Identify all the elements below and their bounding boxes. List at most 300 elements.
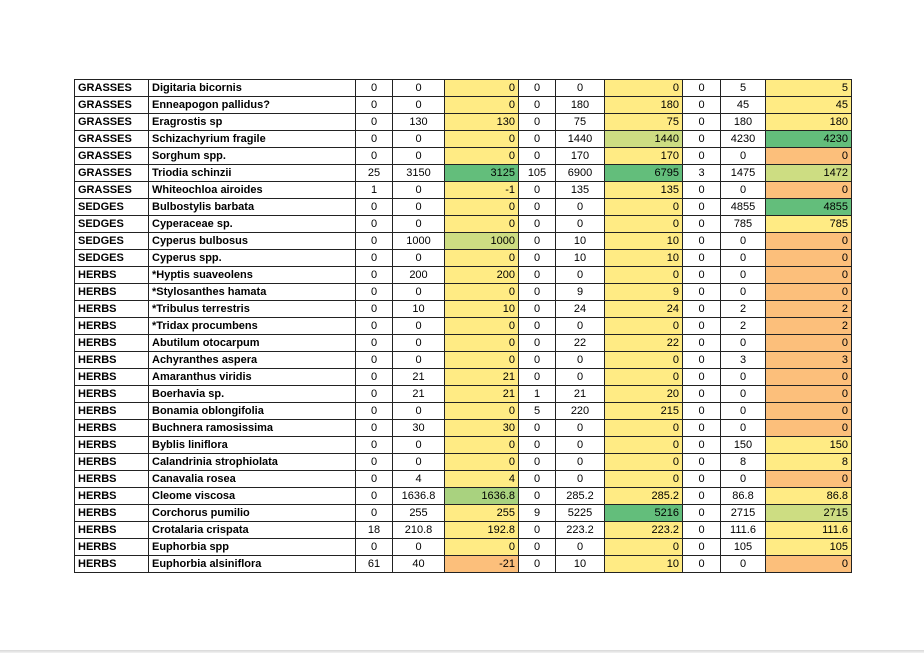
value-cell-8: 180 <box>721 114 766 131</box>
value-cell-8: 4230 <box>721 131 766 148</box>
value-cell-7: 0 <box>683 284 721 301</box>
value-cell-2: 255 <box>393 505 445 522</box>
value-cell-5: 0 <box>556 420 605 437</box>
value-cell-4: 0 <box>519 114 556 131</box>
value-cell-4: 0 <box>519 437 556 454</box>
value-cell-6: 285.2 <box>605 488 683 505</box>
species-cell: *Tribulus terrestris <box>149 301 356 318</box>
value-cell-7: 0 <box>683 97 721 114</box>
table-row <box>75 471 852 488</box>
group-cell: HERBS <box>75 471 149 488</box>
value-cell-5: 0 <box>556 80 605 97</box>
value-cell-6: 135 <box>605 182 683 199</box>
value-cell-9: 0 <box>766 335 852 352</box>
group-cell: GRASSES <box>75 97 149 114</box>
value-cell-6: 0 <box>605 369 683 386</box>
species-cell: Byblis liniflora <box>149 437 356 454</box>
value-cell-9: 0 <box>766 403 852 420</box>
table-row <box>75 284 852 301</box>
value-cell-4: 0 <box>519 352 556 369</box>
value-cell-2: 1000 <box>393 233 445 250</box>
value-cell-7: 0 <box>683 352 721 369</box>
value-cell-9: 4855 <box>766 199 852 216</box>
value-cell-2: 0 <box>393 318 445 335</box>
value-cell-2: 0 <box>393 182 445 199</box>
group-cell: HERBS <box>75 505 149 522</box>
value-cell-9: 105 <box>766 539 852 556</box>
value-cell-2: 30 <box>393 420 445 437</box>
value-cell-4: 0 <box>519 420 556 437</box>
group-cell: GRASSES <box>75 114 149 131</box>
value-cell-1: 0 <box>356 148 393 165</box>
value-cell-5: 9 <box>556 284 605 301</box>
species-cell: Cyperus spp. <box>149 250 356 267</box>
value-cell-7: 0 <box>683 505 721 522</box>
value-cell-3: 0 <box>445 131 519 148</box>
value-cell-1: 0 <box>356 233 393 250</box>
value-cell-1: 0 <box>356 369 393 386</box>
group-cell: HERBS <box>75 420 149 437</box>
table-row <box>75 165 852 182</box>
value-cell-4: 0 <box>519 335 556 352</box>
value-cell-5: 0 <box>556 539 605 556</box>
value-cell-5: 6900 <box>556 165 605 182</box>
table-row <box>75 505 852 522</box>
value-cell-5: 220 <box>556 403 605 420</box>
value-cell-8: 86.8 <box>721 488 766 505</box>
table-row <box>75 335 852 352</box>
value-cell-1: 0 <box>356 250 393 267</box>
table-row <box>75 556 852 573</box>
value-cell-5: 223.2 <box>556 522 605 539</box>
value-cell-1: 0 <box>356 301 393 318</box>
value-cell-7: 0 <box>683 114 721 131</box>
value-cell-5: 0 <box>556 199 605 216</box>
value-cell-7: 0 <box>683 233 721 250</box>
value-cell-5: 0 <box>556 216 605 233</box>
group-cell: HERBS <box>75 386 149 403</box>
value-cell-7: 0 <box>683 131 721 148</box>
value-cell-3: 30 <box>445 420 519 437</box>
value-cell-7: 0 <box>683 556 721 573</box>
value-cell-4: 0 <box>519 80 556 97</box>
value-cell-4: 0 <box>519 250 556 267</box>
species-cell: Sorghum spp. <box>149 148 356 165</box>
value-cell-1: 0 <box>356 131 393 148</box>
value-cell-8: 2 <box>721 318 766 335</box>
value-cell-3: 1636.8 <box>445 488 519 505</box>
value-cell-6: 0 <box>605 539 683 556</box>
value-cell-1: 0 <box>356 454 393 471</box>
value-cell-7: 0 <box>683 335 721 352</box>
value-cell-9: 2 <box>766 318 852 335</box>
table-row <box>75 420 852 437</box>
table-row <box>75 522 852 539</box>
group-cell: HERBS <box>75 318 149 335</box>
group-cell: HERBS <box>75 403 149 420</box>
value-cell-6: 10 <box>605 233 683 250</box>
value-cell-7: 0 <box>683 488 721 505</box>
value-cell-4: 5 <box>519 403 556 420</box>
value-cell-8: 105 <box>721 539 766 556</box>
value-cell-2: 0 <box>393 148 445 165</box>
value-cell-8: 0 <box>721 267 766 284</box>
value-cell-2: 0 <box>393 403 445 420</box>
value-cell-4: 0 <box>519 148 556 165</box>
value-cell-1: 0 <box>356 318 393 335</box>
species-cell: Bonamia oblongifolia <box>149 403 356 420</box>
species-cell: Eragrostis sp <box>149 114 356 131</box>
value-cell-8: 8 <box>721 454 766 471</box>
species-cell: Euphorbia alsiniflora <box>149 556 356 573</box>
value-cell-4: 0 <box>519 267 556 284</box>
value-cell-1: 0 <box>356 420 393 437</box>
value-cell-1: 0 <box>356 505 393 522</box>
value-cell-2: 0 <box>393 335 445 352</box>
value-cell-3: 0 <box>445 454 519 471</box>
value-cell-1: 0 <box>356 97 393 114</box>
value-cell-9: 0 <box>766 182 852 199</box>
value-cell-3: 0 <box>445 250 519 267</box>
value-cell-3: 0 <box>445 97 519 114</box>
group-cell: GRASSES <box>75 131 149 148</box>
value-cell-3: -1 <box>445 182 519 199</box>
value-cell-7: 0 <box>683 250 721 267</box>
value-cell-2: 4 <box>393 471 445 488</box>
group-cell: HERBS <box>75 556 149 573</box>
value-cell-3: 0 <box>445 539 519 556</box>
table-row <box>75 216 852 233</box>
species-cell: Buchnera ramosissima <box>149 420 356 437</box>
species-cell: *Stylosanthes hamata <box>149 284 356 301</box>
value-cell-6: 0 <box>605 318 683 335</box>
value-cell-4: 0 <box>519 539 556 556</box>
value-cell-1: 0 <box>356 199 393 216</box>
value-cell-9: 8 <box>766 454 852 471</box>
value-cell-2: 0 <box>393 539 445 556</box>
value-cell-8: 0 <box>721 403 766 420</box>
value-cell-4: 0 <box>519 522 556 539</box>
value-cell-5: 75 <box>556 114 605 131</box>
group-cell: HERBS <box>75 522 149 539</box>
value-cell-2: 40 <box>393 556 445 573</box>
value-cell-3: 0 <box>445 318 519 335</box>
value-cell-3: 1000 <box>445 233 519 250</box>
species-cell: Corchorus pumilio <box>149 505 356 522</box>
value-cell-8: 0 <box>721 335 766 352</box>
value-cell-2: 0 <box>393 131 445 148</box>
value-cell-7: 0 <box>683 80 721 97</box>
value-cell-1: 0 <box>356 114 393 131</box>
value-cell-9: 0 <box>766 471 852 488</box>
value-cell-1: 0 <box>356 386 393 403</box>
value-cell-2: 1636.8 <box>393 488 445 505</box>
value-cell-1: 0 <box>356 335 393 352</box>
table-row <box>75 437 852 454</box>
value-cell-9: 180 <box>766 114 852 131</box>
value-cell-2: 0 <box>393 199 445 216</box>
value-cell-4: 0 <box>519 182 556 199</box>
value-cell-9: 0 <box>766 250 852 267</box>
value-cell-2: 21 <box>393 369 445 386</box>
table-row <box>75 250 852 267</box>
value-cell-5: 135 <box>556 182 605 199</box>
value-cell-6: 10 <box>605 250 683 267</box>
value-cell-6: 170 <box>605 148 683 165</box>
value-cell-8: 5 <box>721 80 766 97</box>
table-row <box>75 454 852 471</box>
species-cell: Schizachyrium fragile <box>149 131 356 148</box>
table-row <box>75 80 852 97</box>
value-cell-8: 45 <box>721 97 766 114</box>
value-cell-8: 0 <box>721 284 766 301</box>
value-cell-2: 0 <box>393 216 445 233</box>
value-cell-5: 0 <box>556 267 605 284</box>
value-cell-5: 0 <box>556 471 605 488</box>
value-cell-6: 0 <box>605 471 683 488</box>
value-cell-3: 0 <box>445 216 519 233</box>
value-cell-9: 0 <box>766 420 852 437</box>
value-cell-5: 10 <box>556 556 605 573</box>
value-cell-6: 215 <box>605 403 683 420</box>
value-cell-9: 0 <box>766 386 852 403</box>
table-row <box>75 267 852 284</box>
value-cell-6: 0 <box>605 352 683 369</box>
value-cell-4: 0 <box>519 301 556 318</box>
value-cell-1: 0 <box>356 284 393 301</box>
value-cell-4: 105 <box>519 165 556 182</box>
value-cell-8: 785 <box>721 216 766 233</box>
value-cell-3: 21 <box>445 386 519 403</box>
value-cell-6: 0 <box>605 454 683 471</box>
value-cell-9: 3 <box>766 352 852 369</box>
table-row <box>75 369 852 386</box>
value-cell-4: 1 <box>519 386 556 403</box>
species-cell: Calandrinia strophiolata <box>149 454 356 471</box>
value-cell-1: 0 <box>356 539 393 556</box>
species-cell: Cleome viscosa <box>149 488 356 505</box>
value-cell-2: 10 <box>393 301 445 318</box>
value-cell-6: 24 <box>605 301 683 318</box>
group-cell: HERBS <box>75 301 149 318</box>
value-cell-1: 61 <box>356 556 393 573</box>
value-cell-2: 200 <box>393 267 445 284</box>
value-cell-4: 0 <box>519 216 556 233</box>
value-cell-5: 0 <box>556 437 605 454</box>
value-cell-5: 1440 <box>556 131 605 148</box>
table-row <box>75 131 852 148</box>
value-cell-8: 0 <box>721 556 766 573</box>
value-cell-6: 0 <box>605 80 683 97</box>
species-cell: *Hyptis suaveolens <box>149 267 356 284</box>
value-cell-7: 0 <box>683 216 721 233</box>
species-cell: *Tridax procumbens <box>149 318 356 335</box>
value-cell-8: 3 <box>721 352 766 369</box>
value-cell-9: 150 <box>766 437 852 454</box>
value-cell-7: 0 <box>683 199 721 216</box>
value-cell-8: 0 <box>721 233 766 250</box>
value-cell-8: 150 <box>721 437 766 454</box>
value-cell-7: 0 <box>683 454 721 471</box>
table-row <box>75 403 852 420</box>
value-cell-3: 0 <box>445 80 519 97</box>
species-cell: Euphorbia spp <box>149 539 356 556</box>
value-cell-2: 130 <box>393 114 445 131</box>
value-cell-5: 0 <box>556 352 605 369</box>
value-cell-4: 0 <box>519 131 556 148</box>
value-cell-8: 0 <box>721 471 766 488</box>
value-cell-6: 0 <box>605 199 683 216</box>
value-cell-7: 0 <box>683 369 721 386</box>
group-cell: HERBS <box>75 267 149 284</box>
group-cell: GRASSES <box>75 165 149 182</box>
species-data-table <box>74 79 852 573</box>
group-cell: HERBS <box>75 539 149 556</box>
group-cell: SEDGES <box>75 216 149 233</box>
value-cell-5: 0 <box>556 318 605 335</box>
species-cell: Whiteochloa airoides <box>149 182 356 199</box>
species-cell: Achyranthes aspera <box>149 352 356 369</box>
value-cell-5: 170 <box>556 148 605 165</box>
group-cell: HERBS <box>75 352 149 369</box>
group-cell: HERBS <box>75 369 149 386</box>
species-cell: Digitaria bicornis <box>149 80 356 97</box>
value-cell-5: 22 <box>556 335 605 352</box>
value-cell-8: 2 <box>721 301 766 318</box>
value-cell-9: 86.8 <box>766 488 852 505</box>
value-cell-6: 75 <box>605 114 683 131</box>
group-cell: SEDGES <box>75 199 149 216</box>
value-cell-8: 0 <box>721 369 766 386</box>
value-cell-9: 0 <box>766 233 852 250</box>
value-cell-7: 0 <box>683 539 721 556</box>
value-cell-5: 10 <box>556 233 605 250</box>
value-cell-6: 9 <box>605 284 683 301</box>
value-cell-6: 20 <box>605 386 683 403</box>
value-cell-7: 0 <box>683 301 721 318</box>
value-cell-4: 0 <box>519 97 556 114</box>
value-cell-7: 0 <box>683 437 721 454</box>
species-cell: Triodia schinzii <box>149 165 356 182</box>
value-cell-4: 0 <box>519 488 556 505</box>
value-cell-6: 0 <box>605 437 683 454</box>
group-cell: GRASSES <box>75 148 149 165</box>
value-cell-1: 0 <box>356 352 393 369</box>
value-cell-8: 0 <box>721 250 766 267</box>
value-cell-9: 45 <box>766 97 852 114</box>
group-cell: HERBS <box>75 454 149 471</box>
value-cell-9: 4230 <box>766 131 852 148</box>
value-cell-2: 0 <box>393 97 445 114</box>
value-cell-6: 0 <box>605 267 683 284</box>
value-cell-9: 111.6 <box>766 522 852 539</box>
species-cell: Abutilum otocarpum <box>149 335 356 352</box>
value-cell-6: 0 <box>605 216 683 233</box>
value-cell-7: 0 <box>683 267 721 284</box>
value-cell-8: 1475 <box>721 165 766 182</box>
value-cell-4: 0 <box>519 454 556 471</box>
group-cell: GRASSES <box>75 182 149 199</box>
value-cell-4: 0 <box>519 284 556 301</box>
value-cell-6: 5216 <box>605 505 683 522</box>
value-cell-3: 0 <box>445 199 519 216</box>
value-cell-8: 0 <box>721 148 766 165</box>
value-cell-5: 285.2 <box>556 488 605 505</box>
value-cell-9: 0 <box>766 556 852 573</box>
value-cell-6: 1440 <box>605 131 683 148</box>
value-cell-6: 180 <box>605 97 683 114</box>
value-cell-2: 0 <box>393 80 445 97</box>
group-cell: SEDGES <box>75 250 149 267</box>
value-cell-4: 0 <box>519 318 556 335</box>
value-cell-2: 21 <box>393 386 445 403</box>
table-row <box>75 352 852 369</box>
value-cell-3: 0 <box>445 284 519 301</box>
group-cell: SEDGES <box>75 233 149 250</box>
value-cell-7: 3 <box>683 165 721 182</box>
value-cell-6: 0 <box>605 420 683 437</box>
value-cell-8: 0 <box>721 386 766 403</box>
group-cell: HERBS <box>75 335 149 352</box>
value-cell-2: 0 <box>393 454 445 471</box>
value-cell-2: 0 <box>393 352 445 369</box>
group-cell: HERBS <box>75 437 149 454</box>
value-cell-5: 21 <box>556 386 605 403</box>
value-cell-5: 5225 <box>556 505 605 522</box>
table-row <box>75 386 852 403</box>
value-cell-5: 10 <box>556 250 605 267</box>
value-cell-9: 785 <box>766 216 852 233</box>
value-cell-9: 0 <box>766 267 852 284</box>
value-cell-3: 21 <box>445 369 519 386</box>
value-cell-9: 2 <box>766 301 852 318</box>
value-cell-6: 6795 <box>605 165 683 182</box>
value-cell-1: 25 <box>356 165 393 182</box>
value-cell-1: 0 <box>356 80 393 97</box>
value-cell-3: 0 <box>445 403 519 420</box>
value-cell-7: 0 <box>683 386 721 403</box>
value-cell-3: 0 <box>445 148 519 165</box>
species-cell: Boerhavia sp. <box>149 386 356 403</box>
value-cell-3: 255 <box>445 505 519 522</box>
value-cell-8: 4855 <box>721 199 766 216</box>
group-cell: HERBS <box>75 284 149 301</box>
value-cell-4: 0 <box>519 369 556 386</box>
group-cell: GRASSES <box>75 80 149 97</box>
value-cell-1: 0 <box>356 471 393 488</box>
table-row <box>75 301 852 318</box>
table-row <box>75 182 852 199</box>
value-cell-9: 1472 <box>766 165 852 182</box>
species-cell: Crotalaria crispata <box>149 522 356 539</box>
value-cell-6: 223.2 <box>605 522 683 539</box>
value-cell-5: 0 <box>556 454 605 471</box>
value-cell-9: 0 <box>766 369 852 386</box>
value-cell-4: 0 <box>519 556 556 573</box>
value-cell-7: 0 <box>683 148 721 165</box>
value-cell-4: 9 <box>519 505 556 522</box>
value-cell-6: 10 <box>605 556 683 573</box>
table-row <box>75 539 852 556</box>
value-cell-3: 0 <box>445 352 519 369</box>
value-cell-3: 130 <box>445 114 519 131</box>
value-cell-1: 0 <box>356 437 393 454</box>
table-row <box>75 199 852 216</box>
value-cell-7: 0 <box>683 318 721 335</box>
value-cell-9: 0 <box>766 148 852 165</box>
value-cell-3: 192.8 <box>445 522 519 539</box>
value-cell-7: 0 <box>683 522 721 539</box>
